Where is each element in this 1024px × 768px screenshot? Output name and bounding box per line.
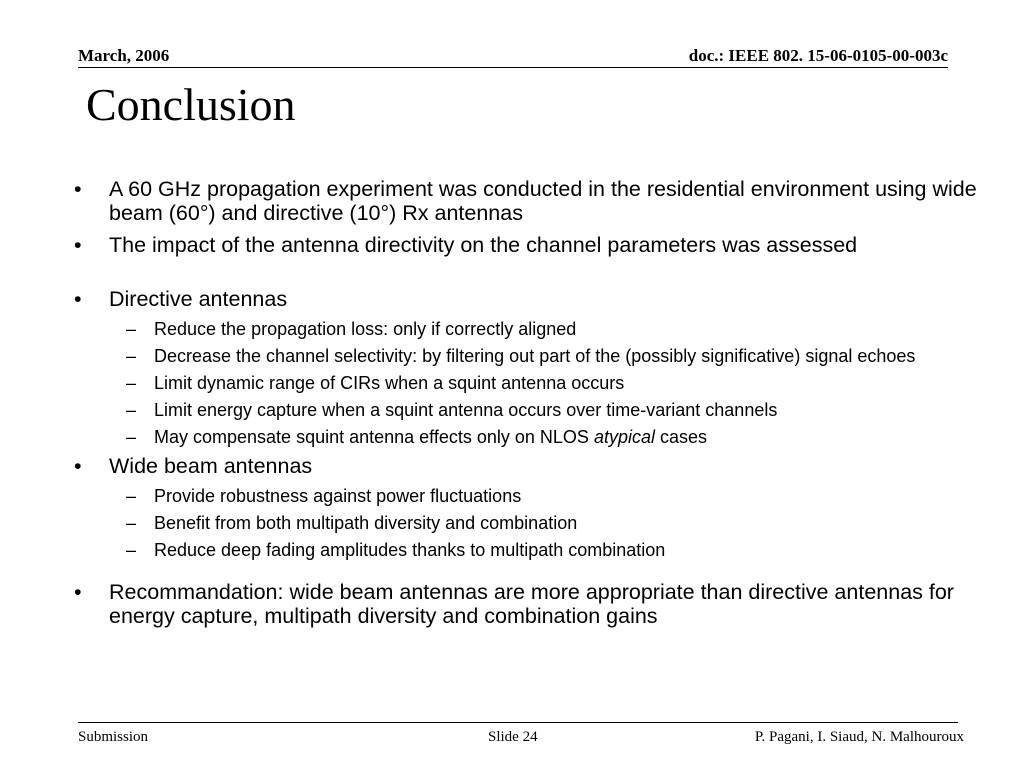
footer-authors: P. Pagani, I. Siaud, N. Malhouroux [754, 729, 964, 745]
sub-bullet [74, 319, 984, 339]
sub-bullet [74, 373, 984, 393]
bullet-marker: • [74, 233, 82, 257]
slide-title: Conclusion [86, 79, 296, 130]
dash-marker: – [126, 513, 137, 533]
bullet-impact [74, 233, 984, 257]
dash-marker: – [126, 486, 137, 506]
dash-marker: – [126, 427, 137, 447]
sub-bullet-emphasis: atypical [593, 427, 655, 447]
sub-bullet-text: Provide robustness against power fluctuations [154, 486, 522, 506]
footer-submission: Submission [78, 729, 149, 745]
header-date: March, 2006 [78, 46, 170, 65]
footer-divider [78, 722, 958, 723]
bullet-directive-antennas [74, 287, 984, 311]
sub-bullet [74, 513, 984, 533]
dash-marker: – [126, 319, 137, 339]
dash-marker: – [126, 373, 137, 393]
sub-bullet [74, 400, 984, 420]
bullet-text: A 60 GHz propagation experiment was conducted in the residential environment using wide beam (60°) and directive (10°) Rx antennas [109, 177, 977, 225]
bullet-experiment [74, 177, 984, 225]
sub-bullet [74, 540, 984, 560]
bullet-marker: • [74, 580, 82, 604]
header-divider [78, 67, 948, 68]
dash-marker: – [126, 540, 137, 560]
bullet-text: Recommandation: wide beam antennas are more appropriate than directive antennas for energy capture, multipath diversity and combination gains [109, 580, 954, 628]
slide-body [74, 177, 984, 636]
bullet-wide-beam-antennas [74, 454, 984, 478]
sub-bullet-text: Reduce the propagation loss: only if correctly aligned [154, 319, 577, 339]
sub-bullet-text-before: May compensate squint antenna effects only on NLOS [154, 427, 589, 447]
bullet-text: Directive antennas [109, 287, 288, 311]
footer-slide-number: Slide 24 [488, 729, 538, 745]
dash-marker: – [126, 400, 137, 420]
bullet-marker: • [74, 177, 82, 201]
sub-bullet [74, 486, 984, 506]
bullet-recommendation [74, 580, 984, 628]
bullet-text: Wide beam antennas [109, 454, 313, 478]
bullet-marker: • [74, 287, 82, 311]
sub-bullet-text: Decrease the channel selectivity: by filtering out part of the (possibly significative) signal echoes [154, 346, 916, 366]
sub-bullet-text: Reduce deep fading amplitudes thanks to multipath combination [154, 540, 666, 560]
header-doc-id: doc.: IEEE 802. 15-06-0105-00-003c [688, 46, 948, 65]
sub-bullet-text: Benefit from both multipath diversity and combination [154, 513, 578, 533]
bullet-text: The impact of the antenna directivity on the channel parameters was assessed [109, 233, 858, 257]
sub-bullet-text: Limit dynamic range of CIRs when a squint antenna occurs [154, 373, 625, 393]
sub-bullet [74, 346, 984, 366]
sub-bullet-text-after: cases [660, 427, 708, 447]
sub-bullet-text: Limit energy capture when a squint antenna occurs over time-variant channels [154, 400, 778, 420]
sub-bullet [74, 427, 984, 447]
bullet-marker: • [74, 454, 82, 478]
dash-marker: – [126, 346, 137, 366]
